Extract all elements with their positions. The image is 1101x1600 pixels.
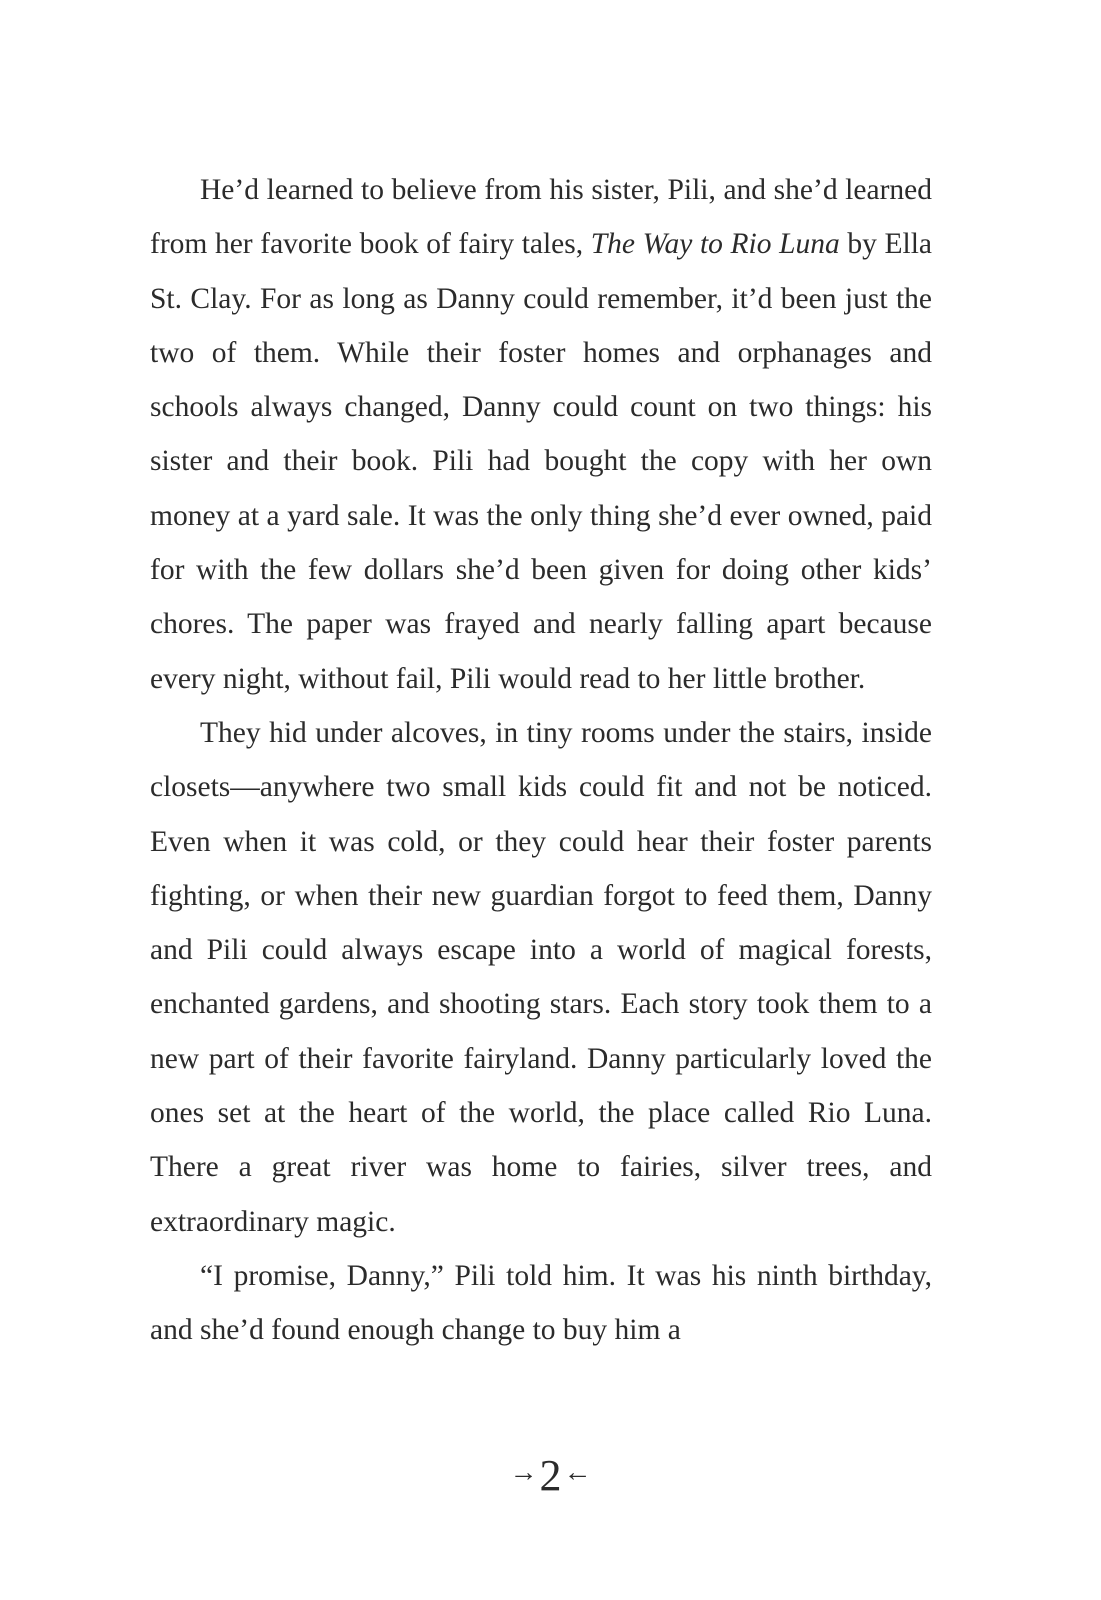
paragraph-1: [150, 163, 932, 706]
paragraph-1-run-1: He’d learned to believe from his sister, Pili, and she’d learned from her favorite book of fairy tales,: [150, 174, 932, 261]
right-arrow-ornament: →: [509, 1456, 538, 1488]
paragraph-3: [150, 1249, 932, 1358]
paragraph-2-run-1: They hid under alcoves, in tiny rooms under the stairs, inside closets—anywhere two small kids could fit and not be noticed. Even when it was cold, or they could hear their foster parents fighting, or when their new guardian forgot to feed them, Danny and Pili could always escape into a world of magical forests, enchanted gardens, and shooting stars. Each story took them to a new part of their favorite fairyland. Danny particularly loved the ones set at the heart of the world, the place called Rio Luna. There a great river was home to fairies, silver trees, and extraordinary magic.: [150, 716, 932, 1238]
page-footer: [0, 1450, 1101, 1501]
paragraph-2: [150, 706, 932, 1249]
paragraph-3-run-1: “I promise, Danny,” Pili told him. It was his ninth birthday, and she’d found enough change to buy him a: [150, 1259, 932, 1347]
body-text: [150, 163, 932, 1358]
paragraph-1-run-3: by Ella St. Clay. For as long as Danny could remember, it’d been just the two of them. While their foster homes and orphanages and schools always changed, Danny could count on two things: his sister and their book. Pili had bought the copy with her own money at a yard sale. It was the only thing she’d ever owned, paid for with the few dollars she’d been given for doing other kids’ chores. The paper was frayed and nearly falling apart because every night, without fail, Pili would read to her little brother.: [150, 228, 932, 695]
left-arrow-ornament: ←: [563, 1456, 592, 1488]
page-number: 2: [539, 1451, 562, 1500]
book-title-italic: The Way to Rio Luna: [590, 228, 840, 261]
